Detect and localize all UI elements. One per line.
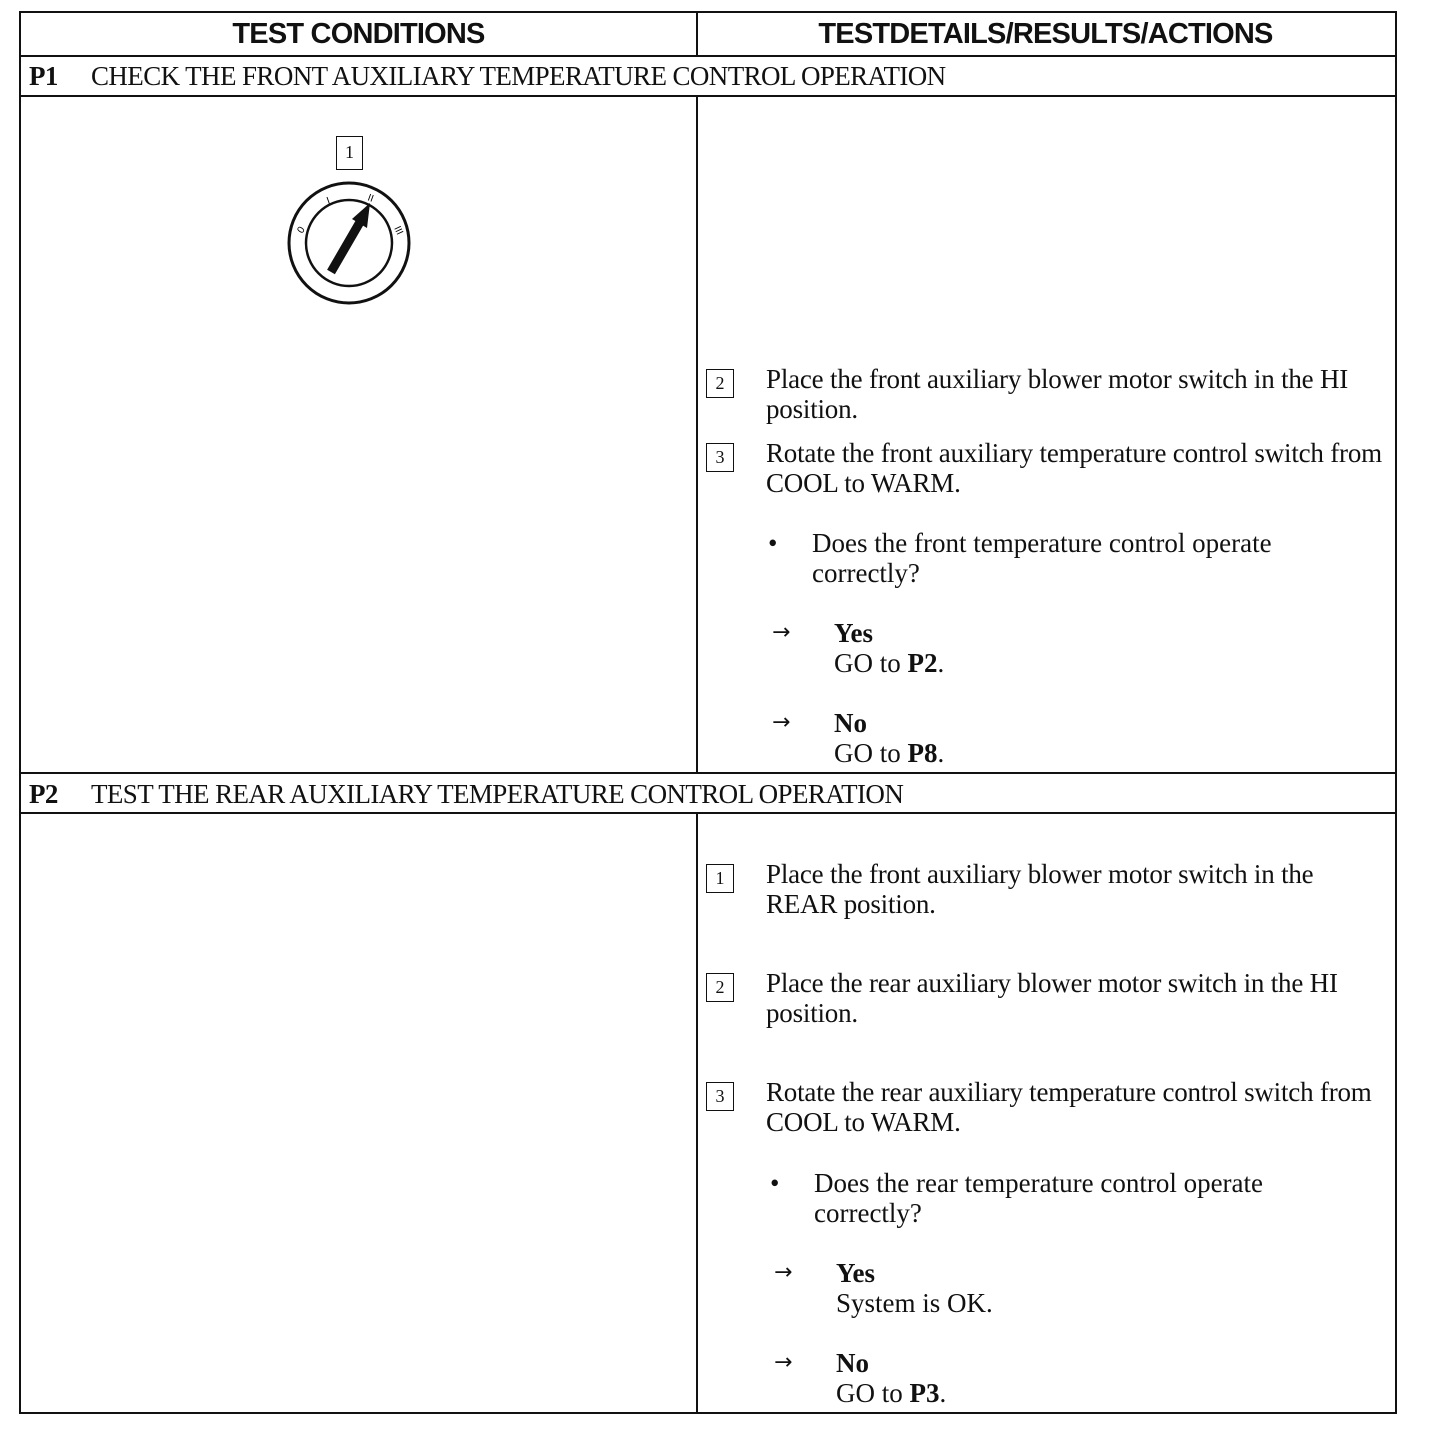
- outcome-action: [836, 1378, 946, 1408]
- p1-outcome-yes: [772, 618, 1332, 680]
- action-text: GO to: [834, 648, 908, 678]
- test-details-header: TESTDETAILS/RESULTS/ACTIONS: [818, 18, 1273, 50]
- p2-code: P2: [29, 779, 58, 809]
- step-text: Place the front auxiliary blower motor switch in the REAR position.: [766, 859, 1314, 919]
- p1-step: [706, 438, 1386, 500]
- outcome-action: [836, 1288, 993, 1318]
- bullet: •: [770, 1168, 780, 1198]
- p2-title-bar: [29, 775, 903, 813]
- p1-title-rule: [19, 95, 1397, 97]
- action-reference: P8: [907, 738, 938, 768]
- action-text: System is OK.: [836, 1288, 993, 1318]
- question-text: Does the rear temperature control operate correctly?: [814, 1168, 1264, 1228]
- p1-step: [706, 364, 1386, 426]
- outcome-label: Yes: [834, 618, 873, 648]
- action-suffix: .: [937, 648, 945, 678]
- step-number-box: 1: [706, 864, 734, 893]
- step-text: Rotate the rear auxiliary temperature control switch from COOL to WARM.: [766, 1077, 1372, 1137]
- step-text: Place the front auxiliary blower motor switch in the HI position.: [766, 364, 1349, 424]
- outcome-action: [834, 648, 944, 678]
- step-number-box: 2: [706, 973, 734, 1002]
- p2-step: [706, 859, 1386, 921]
- arrow-right-icon: →: [774, 1260, 793, 1285]
- dial-mark-2: II: [365, 192, 375, 205]
- arrow-right-icon: →: [772, 710, 791, 735]
- dial-mark-3: III: [391, 224, 405, 237]
- p2-question: [770, 1168, 1350, 1230]
- dial-mark-0: 0: [295, 224, 308, 236]
- test-conditions-header: TEST CONDITIONS: [232, 18, 485, 50]
- p1-code: P1: [29, 61, 58, 91]
- action-suffix: .: [939, 1378, 947, 1408]
- p1-title: CHECK THE FRONT AUXILIARY TEMPERATURE CONTROL OPERATION: [91, 61, 946, 91]
- action-reference: P3: [909, 1378, 940, 1408]
- p2-top-rule: [19, 772, 1397, 774]
- p1-illustration-callout: 1: [336, 136, 363, 170]
- p2-step: [706, 968, 1386, 1030]
- outcome-label: No: [834, 708, 867, 738]
- outcome-label: No: [836, 1348, 869, 1378]
- dial-mark-1: I: [325, 195, 332, 207]
- p2-title: TEST THE REAR AUXILIARY TEMPERATURE CONTROL OPERATION: [91, 779, 904, 809]
- bullet: •: [768, 528, 778, 558]
- action-text: GO to: [836, 1378, 910, 1408]
- action-text: GO to: [834, 738, 908, 768]
- p1-outcome-no: [772, 708, 1332, 770]
- p2-outcome-no: [774, 1348, 1334, 1410]
- action-suffix: .: [937, 738, 945, 768]
- step-number-box: 3: [706, 443, 734, 472]
- question-text: Does the front temperature control operate correctly?: [812, 528, 1272, 588]
- action-reference: P2: [907, 648, 938, 678]
- step-number-box: 2: [706, 369, 734, 398]
- arrow-right-icon: →: [774, 1350, 793, 1375]
- p1-question: [768, 528, 1348, 590]
- arrow-right-icon: →: [772, 620, 791, 645]
- p1-title-bar: [29, 57, 946, 95]
- blower-switch-dial-icon: [284, 178, 414, 308]
- p2-column-divider: [696, 813, 698, 1412]
- outcome-action: [834, 738, 944, 768]
- p1-column-divider: [696, 96, 698, 773]
- outcome-label: Yes: [836, 1258, 875, 1288]
- dial-pointer-shaft: [331, 222, 360, 272]
- p2-outcome-yes: [774, 1258, 1334, 1320]
- step-number-box: 3: [706, 1082, 734, 1111]
- p2-step: [706, 1077, 1386, 1139]
- step-text: Rotate the front auxiliary temperature control switch from COOL to WARM.: [766, 438, 1382, 498]
- step-text: Place the rear auxiliary blower motor switch in the HI position.: [766, 968, 1338, 1028]
